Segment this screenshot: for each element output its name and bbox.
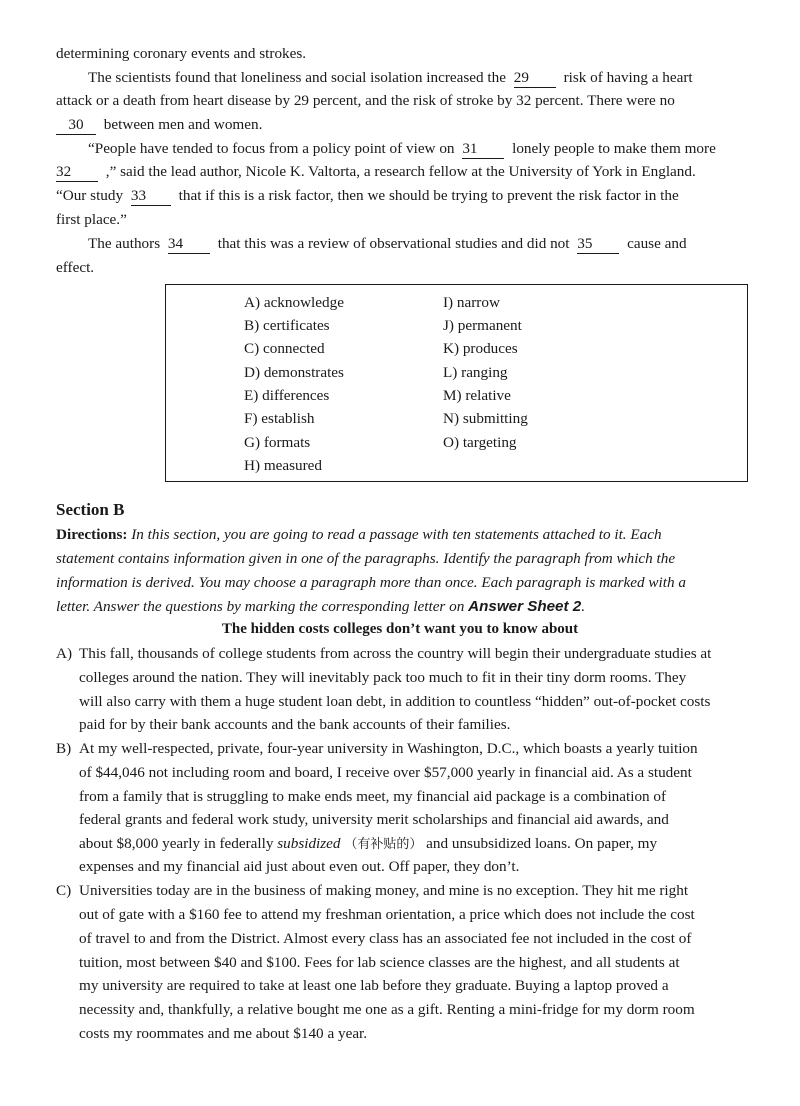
paragraph-line: colleges around the nation. They will inevitably pack too much to fit in their tiny dorm rooms. They <box>79 669 687 686</box>
paragraph-line: will also carry with them a huge student loan debt, in addition to countless “hidden” out-of-pocket costs <box>79 693 711 710</box>
blank-33[interactable]: 33 <box>131 187 171 206</box>
word-bank-option: N) submitting <box>443 410 528 427</box>
paragraph-line: out of gate with a $160 fee to attend my freshman orientation, a price which does not include the cost <box>79 906 695 923</box>
word-bank-option: K) produces <box>443 340 518 357</box>
directions-line: statement contains information given in one of the paragraphs. Identify the paragraph from which the <box>56 550 676 567</box>
paragraph-line: necessity and, thankfully, a relative bought me one as a gift. Renting a mini-fridge for my dorm room <box>79 1001 695 1018</box>
word-bank-box <box>165 284 748 482</box>
paragraph-line: tuition, most between $40 and $100. Fees for lab science classes are the highest, and all students at <box>79 954 680 971</box>
word-bank-option: E) differences <box>244 387 330 404</box>
blank-30[interactable]: 30 <box>56 116 96 135</box>
paragraph-line: At my well-respected, private, four-year university in Washington, D.C., which boasts a yearly tuition <box>79 740 698 757</box>
paragraph-line: of travel to and from the District. Almost every class has an associated fee not included in the cost of <box>79 930 692 947</box>
word-bank-option: G) formats <box>244 434 311 451</box>
word-bank-option: F) establish <box>244 410 315 427</box>
word-bank-option: D) demonstrates <box>244 364 344 381</box>
paragraph-line: This fall, thousands of college students from across the country will begin their undergraduate studies at <box>79 645 712 662</box>
text-line: “Our study 33 that if this is a risk factor, then we should be trying to prevent the risk factor in the <box>56 187 679 204</box>
passage-title: The hidden costs colleges don’t want you to know about <box>221 621 579 637</box>
paragraph-line: about $8,000 yearly in federally subsidized （有补贴的） and unsubsidized loans. On paper, my <box>79 835 658 852</box>
blank-29[interactable]: 29 <box>514 69 556 88</box>
paragraph-line: of $44,046 not including room and board, I receive over $57,000 yearly in financial aid. As a student <box>79 764 692 781</box>
text-line: 30 between men and women. <box>56 113 262 136</box>
paragraph-letter: C) <box>56 882 72 899</box>
paragraph-line: expenses and my financial aid just about even out. Off paper, they don’t. <box>79 858 520 875</box>
word-bank-option: O) targeting <box>443 434 517 451</box>
text-line: “People have tended to focus from a policy point of view on 31 lonely people to make them more <box>88 140 716 157</box>
paragraph-line: from a family that is struggling to make ends meet, my financial aid package is a combination of <box>79 788 667 805</box>
text-line: determining coronary events and strokes. <box>56 45 307 62</box>
text-line: The authors 34 that this was a review of observational studies and did not 35 cause and <box>88 235 687 252</box>
blank-34[interactable]: 34 <box>168 235 210 254</box>
text-line: The scientists found that loneliness and social isolation increased the 29 risk of having a heart <box>88 69 693 86</box>
paragraph-line: federal grants and federal work study, university merit scholarships and financial aid awards, and <box>79 811 669 828</box>
paragraph-line: my university are required to take at least one lab before they graduate. Buying a laptop proved a <box>79 977 669 994</box>
word-bank-option: H) measured <box>244 457 323 474</box>
word-bank-option: B) certificates <box>244 317 330 334</box>
paragraph-line: Universities today are in the business of making money, and mine is no exception. They hit me right <box>79 882 689 899</box>
paragraph-line: costs my roommates and me about $140 a year. <box>79 1025 368 1042</box>
paragraph-line: paid for by their bank accounts and the bank accounts of their families. <box>79 716 511 733</box>
word-bank-option: M) relative <box>443 387 511 404</box>
blank-31[interactable]: 31 <box>462 140 504 159</box>
word-bank-option: C) connected <box>244 340 325 357</box>
word-bank-option: J) permanent <box>443 317 522 334</box>
paragraph-letter: A) <box>56 645 73 662</box>
word-bank-option: I) narrow <box>443 294 500 311</box>
word-bank-option: A) acknowledge <box>244 294 344 311</box>
text-line: effect. <box>56 259 95 276</box>
section-title: Section B <box>56 500 125 519</box>
directions-line: letter. Answer the questions by marking the corresponding letter on Answer Sheet 2. <box>56 598 586 615</box>
text-line: 32 ,” said the lead author, Nicole K. Valtorta, a research fellow at the University of York in England. <box>56 163 696 180</box>
text-line: attack or a death from heart disease by 29 percent, and the risk of stroke by 32 percent. There were no <box>56 92 675 109</box>
paragraph-letter: B) <box>56 740 72 757</box>
word-bank-option: L) ranging <box>443 364 508 381</box>
text-line: first place.” <box>56 211 127 228</box>
directions-line: information is derived. You may choose a paragraph more than once. Each paragraph is marked with a <box>56 574 686 591</box>
blank-32[interactable]: 32 <box>56 163 98 182</box>
directions-line: Directions: In this section, you are going to read a passage with ten statements attached to it. Each <box>56 526 662 543</box>
blank-35[interactable]: 35 <box>577 235 619 254</box>
